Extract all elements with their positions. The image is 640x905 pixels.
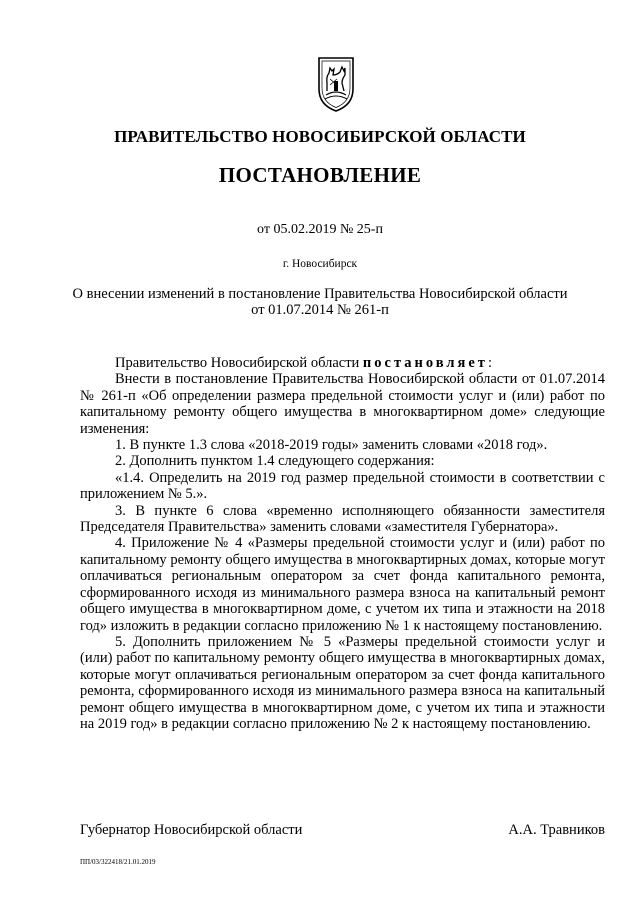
date-and-number: от 05.02.2019 № 25-п	[257, 222, 383, 237]
intro-suffix: :	[487, 355, 492, 371]
city: г. Новосибирск	[282, 258, 358, 270]
intro-paragraph	[80, 355, 605, 371]
paragraph-item-4: 4. Приложение № 4 «Размеры предельной стоимости услуг и (или) работ по капитальному ремонту общего имущества в многоквартирных домах, которые могут оплачиваться региональным оператором за счет фонда капитального ремонта, сформированного исходя из минимального размера взноса на капитальный ремонт общего имущества в многоквартирном доме, с учетом их типа и этажности на 2018 год» изложить в редакции согласно приложению № 1 к настоящему постановлению.	[80, 535, 605, 634]
paragraph-item-5: 5. Дополнить приложением № 5 «Размеры предельной стоимости услуг и (или) работ по капитальному ремонту общего имущества в многоквартирных домах, которые могут оплачиваться региональным оператором за счет фонда капитального ремонта, сформированного исходя из минимального размера взноса на капитальный ремонт общего имущества в многоквартирном доме, с учетом их типа и этажности на 2019 год» в редакции согласно приложению № 2 к настоящему постановлению.	[80, 633, 605, 732]
coat-of-arms-icon	[315, 55, 357, 113]
intro-prefix: Правительство Новосибирской области	[115, 355, 363, 371]
document-subject	[0, 286, 640, 318]
paragraph-amend: Внести в постановление Правительства Новосибирской области от 01.07.2014 № 261-п «Об определении размера предельной стоимости услуг и (или) работ по капитальному ремонту общего имущества в многоквартирном доме» следующие изменения:	[80, 371, 605, 437]
subject-line-2: от 01.07.2014 № 261-п	[251, 302, 389, 318]
document-body	[80, 355, 605, 732]
paragraph-item-2: 2. Дополнить пунктом 1.4 следующего содержания:	[115, 453, 435, 470]
subject-line-1: О внесении изменений в постановление Правительства Новосибирской области	[72, 286, 568, 302]
document-type: ПОСТАНОВЛЕНИЕ	[218, 163, 422, 187]
government-title: ПРАВИТЕЛЬСТВО НОВОСИБИРСКОЙ ОБЛАСТИ	[114, 127, 526, 146]
signature-name: А.А. Травников	[508, 822, 605, 838]
signature-position: Губернатор Новосибирской области	[80, 822, 303, 838]
paragraph-item-3: 3. В пункте 6 слова «временно исполняющего обязанности заместителя Председателя Правительства» заменить словами «заместителя Губернатора».	[80, 502, 605, 536]
paragraph-item-1: 1. В пункте 1.3 слова «2018-2019 годы» заменить словами «2018 год».	[115, 437, 548, 454]
footer-code: ПП/03/322418/21.01.2019	[80, 858, 156, 866]
intro-keyword: постановляет	[362, 355, 488, 371]
paragraph-item-1-4: «1.4. Определить на 2019 год размер предельной стоимости в соответствии с приложением № 5.».	[80, 469, 605, 503]
